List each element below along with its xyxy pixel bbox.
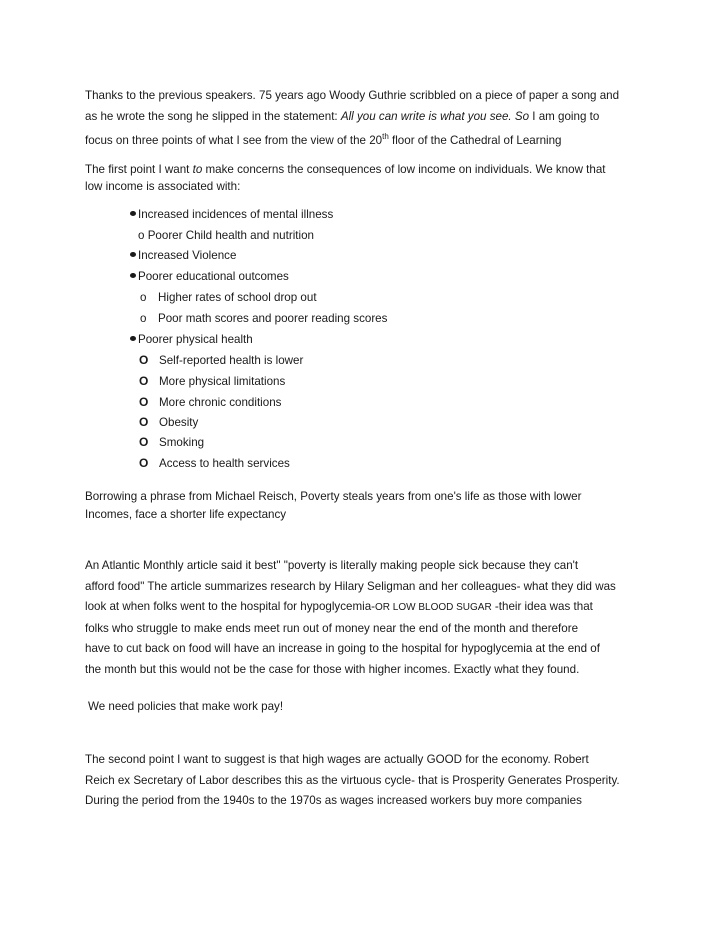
first-point-text-a: The first point I want: [85, 163, 193, 176]
second-point-line-1: The second point I want to suggest is that high wages are actually GOOD for the economy. Robert: [85, 753, 589, 766]
bullet-icon: [130, 252, 136, 257]
atlantic-line-4: folks who struggle to make ends meet run out of money near the end of the month and therefore: [85, 621, 579, 635]
sub-bullet-marker: O: [139, 415, 149, 429]
list-subitem: [139, 394, 281, 411]
intro-line-3: [85, 127, 645, 151]
intro-line-2: [85, 107, 645, 128]
list-subitem: [138, 228, 314, 244]
atlantic-line-5: have to cut back on food will have an increase in going to the hospital for hypoglycemia at the end of: [85, 642, 600, 655]
bullet-icon: [130, 336, 136, 341]
guthrie-quote: All you can write is what you see. So: [340, 109, 530, 123]
list-subitem: [139, 352, 303, 369]
policies-line: We need policies that make work pay!: [88, 700, 284, 713]
list-subitem: [139, 373, 285, 390]
list-item: [130, 269, 289, 285]
low-blood-sugar-caps: OR LOW BLOOD SUGAR: [375, 602, 492, 613]
reisch-paragraph: [85, 488, 645, 524]
second-point-line-3: During the period from the 1940s to the 1970s as wages increased workers buy more companies: [85, 794, 582, 807]
list-subitem: [139, 434, 204, 451]
intro-line-2-end: I am going to: [529, 109, 600, 123]
bullet-icon: [130, 273, 136, 278]
ordinal-superscript: th: [382, 132, 389, 141]
list-subitem-label: Self-reported health is lower: [159, 354, 304, 367]
second-point-line-2: Reich ex Secretary of Labor describes this as the virtuous cycle- that is Prosperity Generates Prosperity.: [85, 773, 620, 787]
sub-bullet-marker: o: [140, 291, 147, 304]
first-point-paragraph: [85, 160, 645, 197]
intro-line-1: Thanks to the previous speakers. 75 years ago Woody Guthrie scribbled on a piece of paper a song and: [85, 89, 620, 102]
list-subitem-label: Obesity: [159, 416, 199, 429]
list-item-label: Increased Violence: [138, 249, 237, 262]
list-subitem: [140, 290, 317, 306]
list-item-label: Poorer educational outcomes: [138, 270, 289, 283]
list-item: [130, 207, 333, 223]
sub-bullet-marker: O: [139, 435, 149, 449]
atlantic-line-3: [85, 597, 645, 619]
sub-bullet-marker: o: [140, 312, 147, 325]
list-item: [130, 248, 236, 264]
list-subitem-label: Poor math scores and poorer reading scores: [158, 312, 388, 325]
list-subitem-label: Higher rates of school drop out: [158, 291, 317, 304]
list-subitem: [139, 414, 198, 431]
sub-bullet-marker: O: [139, 456, 149, 470]
sub-bullet-marker: O: [139, 374, 149, 388]
list-item: [130, 332, 253, 348]
list-subitem-label: Access to health services: [159, 457, 290, 470]
atlantic-line-2: afford food" The article summarizes research by Hilary Seligman and her colleagues- what they did was: [85, 579, 616, 593]
list-item-label: Increased incidences of mental illness: [138, 208, 334, 221]
list-subitem: [139, 455, 290, 472]
atlantic-line-1: An Atlantic Monthly article said it best" "poverty is literally making people sick because they can't: [85, 559, 579, 572]
intro-paragraph: [85, 86, 645, 151]
atlantic-line-3-end: -their idea was that: [491, 600, 593, 613]
intro-line-3-text: focus on three points of what I see from the view of the 20: [85, 133, 383, 147]
reisch-line-2: Incomes, face a shorter life expectancy: [85, 508, 287, 521]
list-item-label: Poorer physical health: [138, 333, 253, 346]
first-point-line-2: low income is associated with:: [85, 179, 241, 193]
list-subitem-label: Poorer Child health and nutrition: [147, 229, 314, 242]
intro-line-3-end: floor of the Cathedral of Learning: [388, 133, 562, 147]
sub-bullet-marker: o: [138, 229, 145, 242]
list-subitem-label: More physical limitations: [159, 375, 286, 388]
atlantic-line-6: the month but this would not be the case for those with higher incomes. Exactly what they found.: [85, 662, 580, 676]
sub-bullet-marker: O: [139, 395, 149, 409]
second-point-paragraph: [85, 750, 645, 812]
policies-paragraph: [88, 697, 648, 718]
list-subitem: [140, 311, 387, 327]
intro-line-2-text: as he wrote the song he slipped in the statement:: [85, 109, 341, 123]
atlantic-line-3-text: look at when folks went to the hospital for hypoglycemia-: [85, 600, 375, 613]
atlantic-paragraph: [85, 556, 645, 680]
first-point-text-b: make concerns the consequences of low income on individuals. We know that: [202, 163, 606, 176]
list-subitem-label: More chronic conditions: [159, 396, 282, 409]
bullet-icon: [130, 211, 136, 216]
first-point-italic: to: [192, 163, 203, 176]
sub-bullet-marker: O: [139, 353, 149, 367]
list-subitem-label: Smoking: [159, 436, 205, 449]
reisch-line-1: Borrowing a phrase from Michael Reisch, Poverty steals years from one's life as those with lower: [85, 490, 582, 503]
